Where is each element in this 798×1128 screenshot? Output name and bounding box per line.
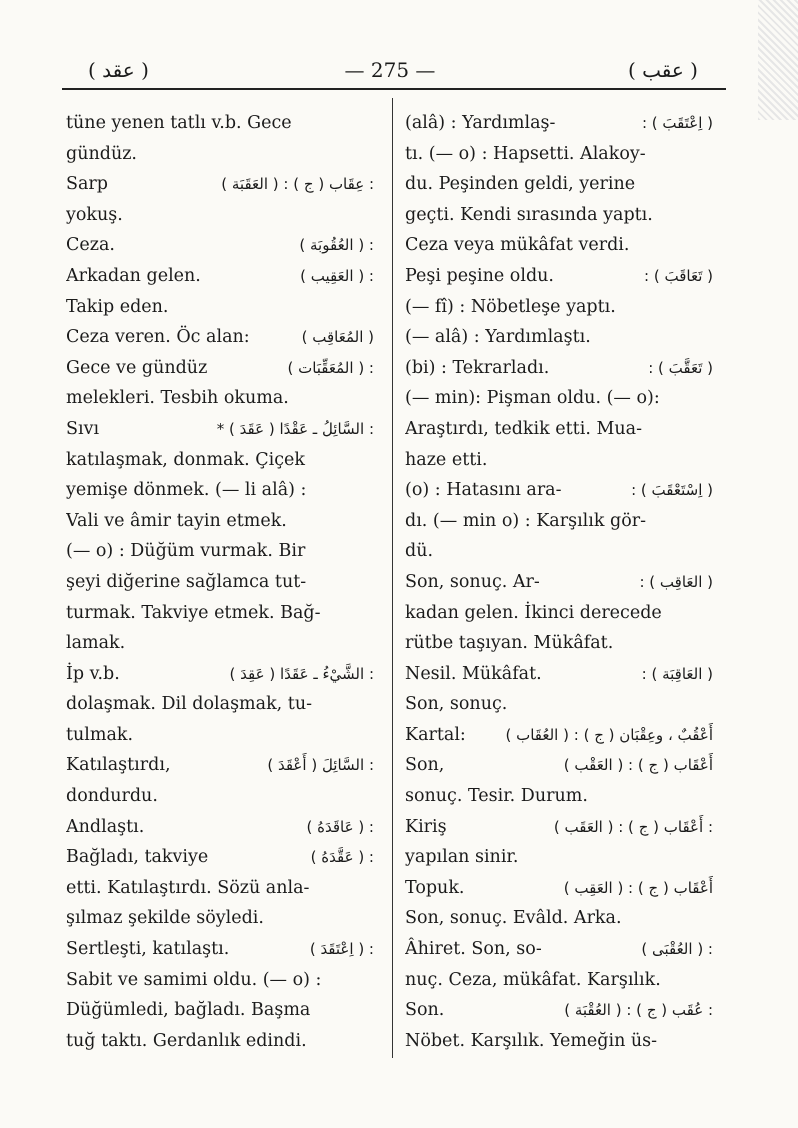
header-right-keyword: ( عقب ) — [627, 58, 698, 82]
dictionary-line — [405, 200, 713, 231]
line-text: Sıvı — [66, 418, 100, 439]
dictionary-line — [66, 781, 374, 812]
dictionary-line — [66, 108, 374, 139]
line-text: yemişe dönmek. (— li alâ) : — [66, 480, 307, 501]
dictionary-line — [66, 353, 374, 384]
dictionary-line — [66, 261, 374, 292]
line-text: Sarp — [66, 174, 108, 195]
line-text: (bi) : Tekrarladı. — [405, 357, 550, 378]
line-text: lamak. — [66, 633, 126, 654]
dictionary-line — [405, 567, 713, 598]
dictionary-line — [66, 965, 374, 996]
line-text: tuğ taktı. Gerdanlık edindi. — [66, 1030, 307, 1051]
arabic-headword: ( عَقِدَ ) الشَّيْءُ ـ عَقَدًا : — [229, 664, 374, 683]
line-text: Ceza veya mükâfat verdi. — [405, 235, 630, 256]
right-column — [405, 108, 713, 1056]
dictionary-line — [405, 292, 713, 323]
line-text: Araştırdı, tedkik etti. Mua- — [405, 418, 642, 439]
line-text: dı. (— min o) : Karşılık gör- — [405, 510, 647, 531]
line-text: Kiriş — [405, 816, 447, 837]
dictionary-line — [66, 689, 374, 720]
dictionary-line — [66, 567, 374, 598]
dictionary-line — [405, 812, 713, 843]
arabic-headword: : ( تَعَاقَبَ ) — [644, 266, 713, 285]
line-text: İp v.b. — [66, 663, 120, 684]
line-text: (— min): Pişman oldu. (— o): — [405, 388, 660, 409]
dictionary-line — [66, 598, 374, 629]
line-text: Ceza. — [66, 235, 115, 256]
dictionary-line — [405, 108, 713, 139]
line-text: Vali ve âmir tayin etmek. — [66, 510, 287, 531]
line-text: (— alâ) : Yardımlaştı. — [405, 327, 591, 348]
dictionary-line — [66, 873, 374, 904]
scan-artifact — [758, 0, 798, 120]
dictionary-line — [405, 750, 713, 781]
arabic-headword: ( العَقْب ) : ( ج ) أَعْقَاب — [563, 756, 713, 775]
arabic-headword: ( العَقِيب ) : — [300, 266, 374, 285]
line-text: nuç. Ceza, mükâfat. Karşılık. — [405, 969, 661, 990]
dictionary-line — [405, 689, 713, 720]
line-text: (alâ) : Yardımlaş- — [405, 113, 556, 133]
line-text: Kartal: — [405, 724, 466, 745]
arabic-headword: ( العَقَبَة ) : ( ج ) عِقَاب : — [221, 175, 374, 194]
line-text: (— o) : Düğüm vurmak. Bir — [66, 541, 306, 562]
arabic-headword: ( المُعَقِّبَات ) : — [287, 358, 374, 377]
arabic-headword: ( العُقْبَى ) : — [641, 940, 713, 959]
dictionary-line — [66, 1026, 374, 1057]
dictionary-line — [405, 230, 713, 261]
line-text: rütbe taşıyan. Mükâfat. — [405, 633, 614, 654]
line-text: kadan gelen. İkinci derecede — [405, 602, 662, 623]
dictionary-line — [66, 139, 374, 170]
line-text: du. Peşinden geldi, yerine — [405, 174, 636, 195]
dictionary-line — [66, 628, 374, 659]
dictionary-line — [405, 169, 713, 200]
line-text: Topuk. — [405, 877, 465, 898]
line-text: sonuç. Tesir. Durum. — [405, 786, 588, 807]
line-text: Peşi peşine oldu. — [405, 265, 554, 286]
dictionary-line — [405, 995, 713, 1026]
dictionary-line — [405, 475, 713, 506]
line-text: Âhiret. Son, so- — [405, 939, 542, 960]
line-text: dolaşmak. Dil dolaşmak, tu- — [66, 694, 313, 715]
dictionary-line — [405, 659, 713, 690]
dictionary-line — [66, 995, 374, 1026]
line-text: Nesil. Mükâfat. — [405, 663, 542, 684]
line-text: Ceza veren. Öc alan: — [66, 327, 250, 348]
line-text: (— fî) : Nöbetleşe yaptı. — [405, 296, 616, 317]
line-text: Sabit ve samimi oldu. (— o) : — [66, 969, 322, 990]
dictionary-line — [405, 598, 713, 629]
line-text: tulmak. — [66, 724, 134, 745]
dictionary-line — [405, 842, 713, 873]
arabic-headword: ( اِعْتَقَدَ ) : — [309, 940, 374, 959]
dictionary-line — [405, 261, 713, 292]
dictionary-line — [66, 230, 374, 261]
arabic-headword: ( عَقَّدَهُ ) : — [310, 848, 374, 867]
line-text: tı. (— o) : Hapsetti. Alakoy- — [405, 143, 646, 164]
left-column — [66, 108, 374, 1056]
line-text: şılmaz şekilde söyledi. — [66, 908, 264, 929]
dictionary-line — [405, 322, 713, 353]
dictionary-line — [66, 475, 374, 506]
dictionary-line — [405, 139, 713, 170]
arabic-headword: : ( العَاقِب ) — [639, 572, 713, 591]
line-text: yapılan sinir. — [405, 847, 519, 868]
dictionary-line — [405, 1026, 713, 1057]
dictionary-line — [66, 292, 374, 323]
dictionary-line — [405, 536, 713, 567]
line-text: geçti. Kendi sırasında yaptı. — [405, 204, 653, 225]
line-text: Düğümledi, bağladı. Başma — [66, 1000, 311, 1021]
arabic-headword: ( العُقْبَة ) : ( ج ) عُقَب : — [564, 1001, 713, 1020]
dictionary-line — [405, 873, 713, 904]
line-text: Takip eden. — [66, 296, 169, 317]
page-number: — 275 — — [344, 58, 436, 82]
line-text: Son, — [405, 755, 445, 776]
line-text: şeyi diğerine sağlamca tut- — [66, 571, 307, 592]
dictionary-line — [66, 383, 374, 414]
dictionary-line — [66, 200, 374, 231]
dictionary-line — [66, 322, 374, 353]
dictionary-line — [405, 445, 713, 476]
line-text: Nöbet. Karşılık. Yemeğin üs- — [405, 1030, 658, 1051]
dictionary-line — [405, 628, 713, 659]
dictionary-line — [405, 934, 713, 965]
dictionary-line — [405, 383, 713, 414]
dictionary-line — [66, 506, 374, 537]
arabic-headword: : ( اِعْتَقَبَ ) — [641, 114, 713, 132]
line-text: dondurdu. — [66, 786, 158, 807]
line-text: Andlaştı. — [66, 816, 145, 837]
line-text: gündüz. — [66, 143, 137, 164]
dictionary-line — [66, 659, 374, 690]
dictionary-line — [405, 781, 713, 812]
dictionary-line — [66, 934, 374, 965]
dictionary-line — [405, 506, 713, 537]
line-text: Bağladı, takviye — [66, 847, 209, 868]
line-text: yokuş. — [66, 204, 123, 225]
line-text: Sertleşti, katılaştı. — [66, 939, 230, 960]
line-text: tüne yenen tatlı v.b. Gece — [66, 113, 292, 133]
dictionary-line — [66, 414, 374, 445]
line-text: Son, sonuç. Ar- — [405, 571, 540, 592]
arabic-headword: : ( العَاقِبَة ) — [641, 664, 713, 683]
line-text: Son, sonuç. Evâld. Arka. — [405, 908, 622, 929]
arabic-headword: ( عَاقَدَهُ ) : — [306, 817, 374, 836]
line-text: (o) : Hatasını ara- — [405, 480, 562, 501]
dictionary-line — [66, 842, 374, 873]
dictionary-line — [66, 169, 374, 200]
line-text: Son. — [405, 1000, 445, 1021]
line-text: Son, sonuç. — [405, 694, 508, 715]
header-rule — [62, 88, 726, 90]
dictionary-line — [66, 903, 374, 934]
dictionary-line — [405, 965, 713, 996]
arabic-headword: : ( تَعَقَّبَ ) — [648, 358, 713, 377]
column-divider — [392, 98, 393, 1058]
line-text: katılaşmak, donmak. Çiçek — [66, 449, 305, 470]
arabic-headword: ( المُعَاقِب ) — [301, 328, 374, 347]
arabic-headword: ( العُقَاب ) : ( ج ) أَعْقُبٌ ، وعِقْبَان — [505, 725, 713, 744]
header-left-keyword: ( عقد ) — [88, 58, 149, 82]
dictionary-line — [405, 414, 713, 445]
line-text: dü. — [405, 541, 434, 562]
dictionary-line — [405, 903, 713, 934]
line-text: melekleri. Tesbih okuma. — [66, 388, 289, 409]
arabic-headword: ( أَعْقَدَ ) السَّائِلَ : — [267, 756, 374, 775]
line-text: Katılaştırdı, — [66, 755, 171, 776]
arabic-headword: * ( عَقَدَ ) السَّائِلُ ـ عَقْدًا : — [216, 419, 374, 438]
line-text: etti. Katılaştırdı. Sözü anla- — [66, 877, 310, 898]
dictionary-line — [66, 536, 374, 567]
line-text: Arkadan gelen. — [66, 265, 201, 286]
arabic-headword: ( العَقَب ) : ( ج ) أَعْقَاب : — [553, 817, 713, 836]
arabic-headword: ( العَقِب ) : ( ج ) أَعْقَاب — [563, 878, 713, 897]
arabic-headword: ( العُقُوبَة ) : — [299, 236, 374, 255]
line-text: turmak. Takviye etmek. Bağ- — [66, 602, 321, 623]
line-text: Gece ve gündüz — [66, 357, 208, 378]
arabic-headword: : ( اِسْتَعْقَبَ ) — [631, 481, 713, 500]
dictionary-line — [66, 720, 374, 751]
dictionary-line — [66, 750, 374, 781]
dictionary-line — [66, 812, 374, 843]
dictionary-line — [405, 720, 713, 751]
line-text: haze etti. — [405, 449, 488, 470]
dictionary-line — [405, 353, 713, 384]
dictionary-line — [66, 445, 374, 476]
